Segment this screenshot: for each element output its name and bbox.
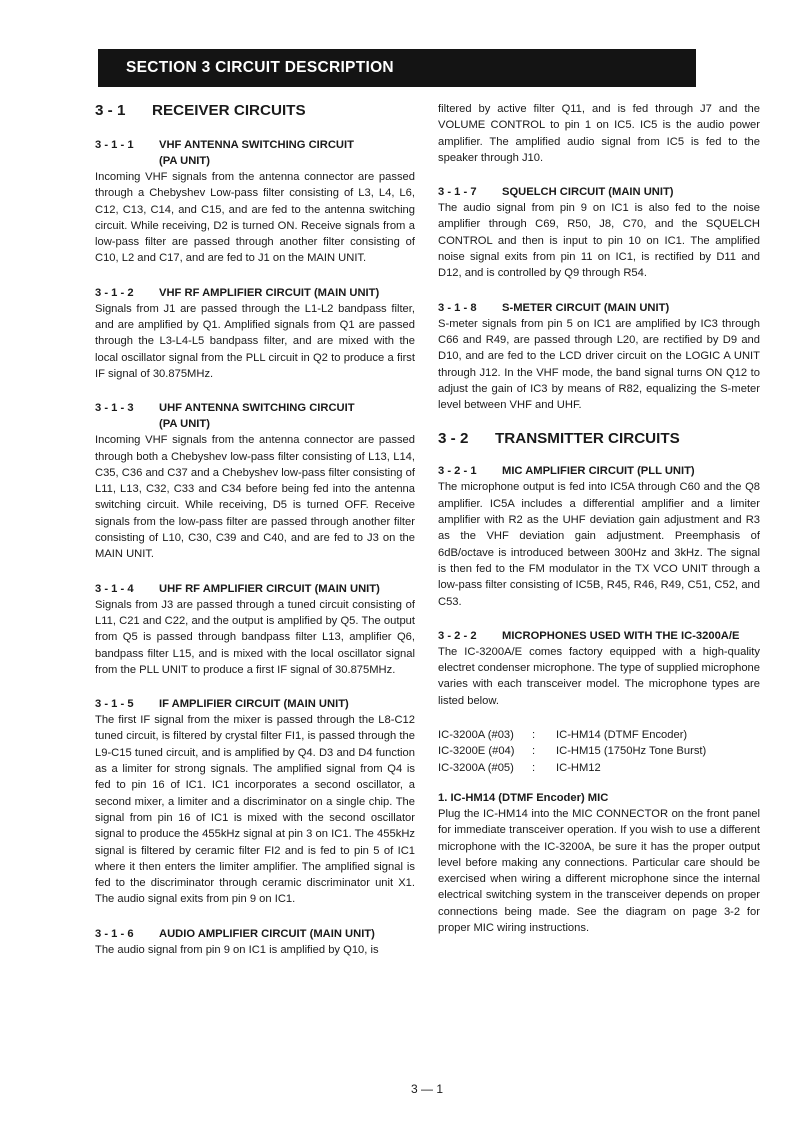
section-title: SECTION 3 CIRCUIT DESCRIPTION bbox=[126, 59, 394, 76]
body-3-1-8: S-meter signals from pin 5 on IC1 are amplified by IC3 through C66 and R49, are passed through L20, are rectified by D9 and D10, and are fed to the LCD driver circuit on the LOGIC A UNIT through J12. In the VHF mode, the band signal turns ON Q12 to adjust the gain of IC3 by means of R82, equalizing the S-meter level between VHF and UHF. bbox=[438, 317, 760, 412]
receiver-heading: 3 - 1 RECEIVER CIRCUITS bbox=[95, 102, 306, 119]
heading-3-1-7: 3 - 1 - 7 SQUELCH CIRCUIT (MAIN UNIT) bbox=[438, 186, 674, 199]
right-column bbox=[438, 101, 760, 936]
body-3-1-6-continued: filtered by active filter Q11, and is fed through J7 and the VOLUME CONTROL to pin 1 on IC5. IC5 is the audio power amplifier. The amplified audio signal from IC5 is fed to the speaker through J10. bbox=[438, 103, 760, 164]
body-3-1-1: Incoming VHF signals from the antenna connector are passed through a Chebyshev Low-pass filter consisting of L3, L4, L6, C12, C13, C14, and C15, and are fed to the antenna switching circuit. While receiving, D2 is turned ON. Receive signals from a low-pass filter are passed through another filter consisting of C10, L2 and C17, and are fed to J1 on the MAIN UNIT. bbox=[95, 171, 415, 265]
heading-3-2-2: 3 - 2 - 2 MICROPHONES USED WITH THE IC-3200A/E bbox=[438, 629, 740, 642]
body-3-1-7: The audio signal from pin 9 on IC1 is also fed to the noise amplifier through C69, R50, J8, C70, and the SQUELCH CONTROL and then is input to pin 10 on IC1. The amplified noise signal exits from pin 11 on IC1, is rectified by D11 and D12, and is controlled by Q9 through R54. bbox=[438, 202, 760, 280]
heading-hm14-mic: 1. IC-HM14 (DTMF Encoder) MIC bbox=[438, 791, 609, 804]
table-row: IC-3200A (#03) : IC-HM14 (DTMF Encoder) bbox=[438, 729, 688, 742]
heading-3-1-5: 3 - 1 - 5 IF AMPLIFIER CIRCUIT (MAIN UNIT) bbox=[95, 698, 349, 711]
heading-3-1-4: 3 - 1 - 4 UHF RF AMPLIFIER CIRCUIT (MAIN UNIT) bbox=[95, 582, 380, 595]
heading-3-1-6: 3 - 1 - 6 AUDIO AMPLIFIER CIRCUIT (MAIN UNIT) bbox=[95, 927, 375, 940]
heading-3-1-3: 3 - 1 - 3 UHF ANTENNA SWITCHING CIRCUIT (PA UNIT) bbox=[95, 402, 355, 431]
body-3-1-3: Incoming VHF signals from the antenna connector are passed through both a Chebyshev low-pass filter consisting of L13, L14, C35, C36 and C37 and a Chebyshev low-pass filter consisting of L11, L13, C32, C33 and C34 before being fed into the antenna switching circuit. While receiving, D5 is turned OFF. Receive signals from the low-pass filter are passed through another filter consisting of L10, C30, C39 and C40, and are fed to J3 on the MAIN UNIT. bbox=[95, 434, 415, 561]
section-banner bbox=[98, 49, 696, 87]
table-row: IC-3200A (#05) : IC-HM12 bbox=[438, 761, 601, 774]
heading-3-1-2: 3 - 1 - 2 VHF RF AMPLIFIER CIRCUIT (MAIN UNIT) bbox=[95, 286, 380, 299]
body-3-1-2: Signals from J1 are passed through the L1-L2 bandpass filter, and are amplified by Q1. Amplified signals from Q1 are passed through the L3-L4-L5 bandpass filter, and are mixed with the local oscillator signal from the PLL circuit in Q2 to produce a first IF signal of 30.875MHz. bbox=[95, 302, 415, 380]
page-number: 3 — 1 bbox=[411, 1082, 444, 1096]
heading-3-2-1: 3 - 2 - 1 MIC AMPLIFIER CIRCUIT (PLL UNIT) bbox=[438, 465, 695, 478]
body-3-2-2: The IC-3200A/E comes factory equipped with a high-quality electret condenser microphone. The type of supplied microphone varies with each transceiver model. The microphone types are listed below. bbox=[438, 645, 760, 707]
microphone-table bbox=[438, 727, 760, 776]
body-hm14-mic: Plug the IC-HM14 into the MIC CONNECTOR on the front panel for immediate transceiver operation. If you wish to use a different microphone with the IC-3200A, be sure it has the proper output level before making any connections. Particular care should be exercised when wiring a different microphone since the internal electrical switching system in the transceiver depends on proper connections being made. See the diagram on page 3-2 for proper MIC wiring instructions. bbox=[438, 807, 760, 934]
body-3-2-1: The microphone output is fed into IC5A through C60 and the Q8 amplifier. IC5A includes a differential amplifier and a limiter amplifier with R2 as the UHF deviation gain adjustment and R3 as the VHF deviation gain adjustment. Preemphasis of 6dB/octave is introduced between 300Hz and 3kHz. The signal is then fed to the FM modulator in the TX VCO UNIT through a low-pass filter consisting of IC5B, R45, R46, R49, C51, C52, and C53. bbox=[438, 481, 760, 608]
heading-3-1-8: 3 - 1 - 8 S-METER CIRCUIT (MAIN UNIT) bbox=[438, 301, 670, 314]
body-3-1-4: Signals from J3 are passed through a tuned circuit consisting of L11, C21 and C22, and the output is amplified by Q5. The output from Q5 is passed through bandpass filter L13, amplifier Q6, bandpass filter L15, and is mixed with the local oscillator signal from the PLL UNIT to produce a first IF signal of 30.875MHz. bbox=[95, 598, 415, 676]
transmitter-heading: 3 - 2 TRANSMITTER CIRCUITS bbox=[438, 430, 680, 448]
body-3-1-6: The audio signal from pin 9 on IC1 is amplified by Q10, is bbox=[95, 943, 379, 956]
table-row: IC-3200E (#04) : IC-HM15 (1750Hz Tone Burst) bbox=[438, 745, 707, 758]
body-3-1-5: The first IF signal from the mixer is passed through the L8-C12 tuned circuit, is filtered by crystal filter FI1, is passed through the L9-C15 tuned circuit, and is amplified by Q4. D3 and D4 function as a limiter for strong signals. The amplified signal from Q4 is fed to pin 16 of IC1. IC1 incorporates a second oscillator, a second mixer, a limiter and a discriminator on a single chip. The signal from pin 16 of IC1 is mixed with the second oscillator signal to produce the 455kHz signal at pin 3 on IC1. The 455kHz signal is filtered by ceramic filter FI2 and is fed to pin 5 of IC1 where it then enters the limiter amplifier. The amplified signal is fed to the discriminator through ceramic discriminator unit X1. The audio signal exits from pin 9 on IC1. bbox=[95, 714, 415, 906]
heading-3-1-1: 3 - 1 - 1 VHF ANTENNA SWITCHING CIRCUIT (PA UNIT) bbox=[95, 139, 354, 167]
left-column bbox=[95, 101, 415, 958]
